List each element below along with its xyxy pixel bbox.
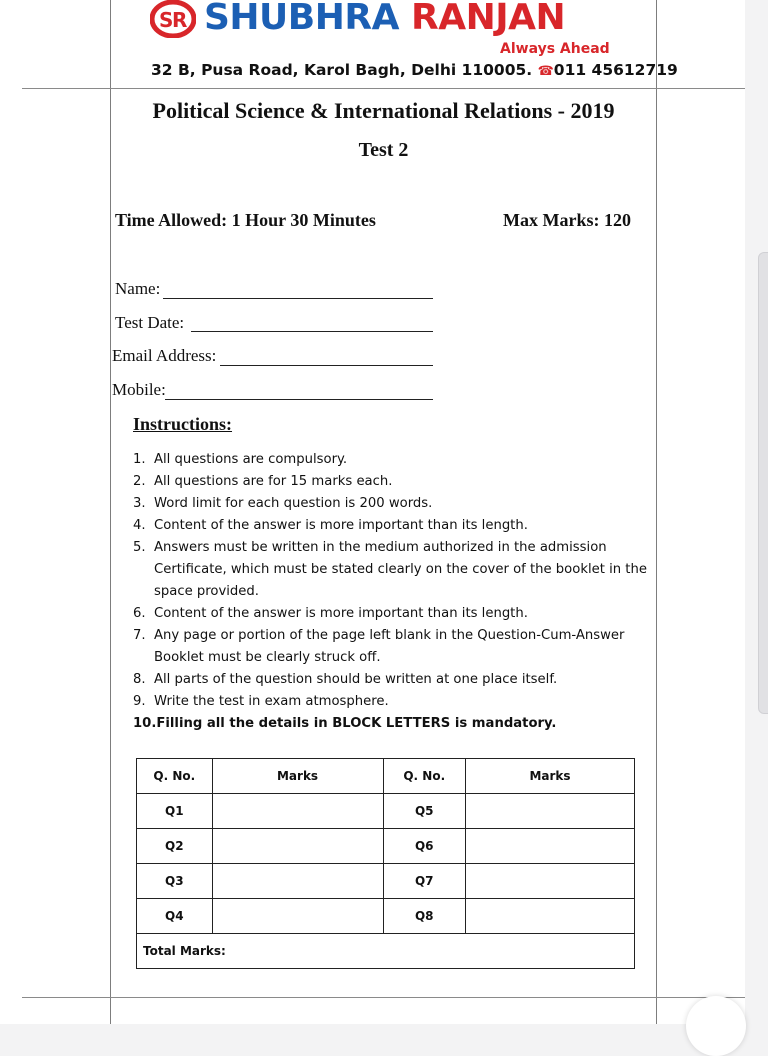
marks-cell[interactable]	[212, 864, 383, 899]
document-title: Political Science & International Relations - 2019	[152, 98, 615, 123]
name-field[interactable]	[163, 298, 433, 299]
instructions-heading: Instructions:	[133, 414, 233, 434]
time-allowed: Time Allowed: 1 Hour 30 Minutes	[115, 210, 376, 230]
table-row	[137, 794, 635, 829]
marks-cell[interactable]	[466, 899, 635, 934]
instruction-item: 6. Content of the answer is more important than its length.	[133, 606, 528, 621]
sr-monogram-logo-icon	[150, 0, 196, 38]
table-header-row	[137, 759, 635, 794]
question-cell: Q6	[383, 829, 466, 864]
instruction-item: 4. Content of the answer is more important than its length.	[133, 518, 528, 533]
table-row	[137, 864, 635, 899]
column-header: Q. No.	[383, 759, 466, 794]
mobile-field[interactable]	[165, 399, 433, 400]
brand-name	[204, 0, 565, 40]
marks-cell[interactable]	[466, 829, 635, 864]
mobile-label: Mobile:	[112, 380, 166, 399]
question-cell: Q5	[383, 794, 466, 829]
max-marks: Max Marks: 120	[503, 210, 631, 230]
question-cell: Q1	[137, 794, 213, 829]
table-row	[137, 829, 635, 864]
table-row	[137, 899, 635, 934]
instructions-list	[133, 449, 653, 735]
svg-text:S: S	[159, 8, 174, 32]
scrollbar[interactable]	[758, 252, 768, 714]
email-label: Email Address:	[112, 346, 217, 365]
address-line	[151, 61, 678, 79]
question-cell: Q2	[137, 829, 213, 864]
question-cell: Q4	[137, 899, 213, 934]
column-header: Q. No.	[137, 759, 213, 794]
question-cell: Q7	[383, 864, 466, 899]
column-header: Marks	[466, 759, 635, 794]
instruction-item: 9. Write the test in exam atmosphere.	[133, 694, 389, 709]
instruction-item: 7. Any page or portion of the page left blank in the Question-Cum-Answer Booklet must be clearly struck off.	[133, 628, 625, 665]
column-header: Marks	[212, 759, 383, 794]
total-row	[137, 934, 635, 969]
marks-table	[136, 758, 635, 969]
marks-cell[interactable]	[466, 794, 635, 829]
floating-action-bubble[interactable]	[686, 996, 746, 1056]
instruction-item: 3. Word limit for each question is 200 words.	[133, 496, 433, 511]
instruction-item: 8. All parts of the question should be written at one place itself.	[133, 672, 558, 687]
question-cell: Q8	[383, 899, 466, 934]
marks-cell[interactable]	[212, 794, 383, 829]
marks-cell[interactable]	[212, 829, 383, 864]
instruction-item: 1. All questions are compulsory.	[133, 452, 348, 467]
brand-name-part1: SHUBHRA	[204, 0, 399, 38]
instruction-item: 2. All questions are for 15 marks each.	[133, 474, 393, 489]
test-date-label: Test Date:	[115, 313, 185, 332]
email-field[interactable]	[220, 365, 433, 366]
tagline: Always Ahead	[500, 41, 610, 57]
name-label: Name:	[115, 279, 161, 298]
marks-cell[interactable]	[466, 864, 635, 899]
footer-divider	[22, 997, 745, 998]
brand-name-part2: RANJAN	[411, 0, 566, 38]
total-marks-cell[interactable]: Total Marks:	[137, 934, 635, 969]
test-name: Test 2	[358, 139, 409, 161]
marks-cell[interactable]	[212, 899, 383, 934]
question-cell: Q3	[137, 864, 213, 899]
telephone-icon: ☎	[537, 64, 554, 79]
svg-text:R: R	[172, 8, 188, 32]
test-date-field[interactable]	[191, 331, 433, 332]
address-text: 32 B, Pusa Road, Karol Bagh, Delhi 110005.	[151, 61, 533, 79]
phone-number: 011 45612719	[553, 61, 678, 79]
instruction-item: 10.Filling all the details in BLOCK LETTERS is mandatory.	[133, 716, 557, 731]
instruction-item: 5. Answers must be written in the medium authorized in the admission Certificate, which must be stated clearly on the cover of the booklet in the space provided.	[133, 540, 647, 599]
header-divider	[22, 88, 745, 89]
